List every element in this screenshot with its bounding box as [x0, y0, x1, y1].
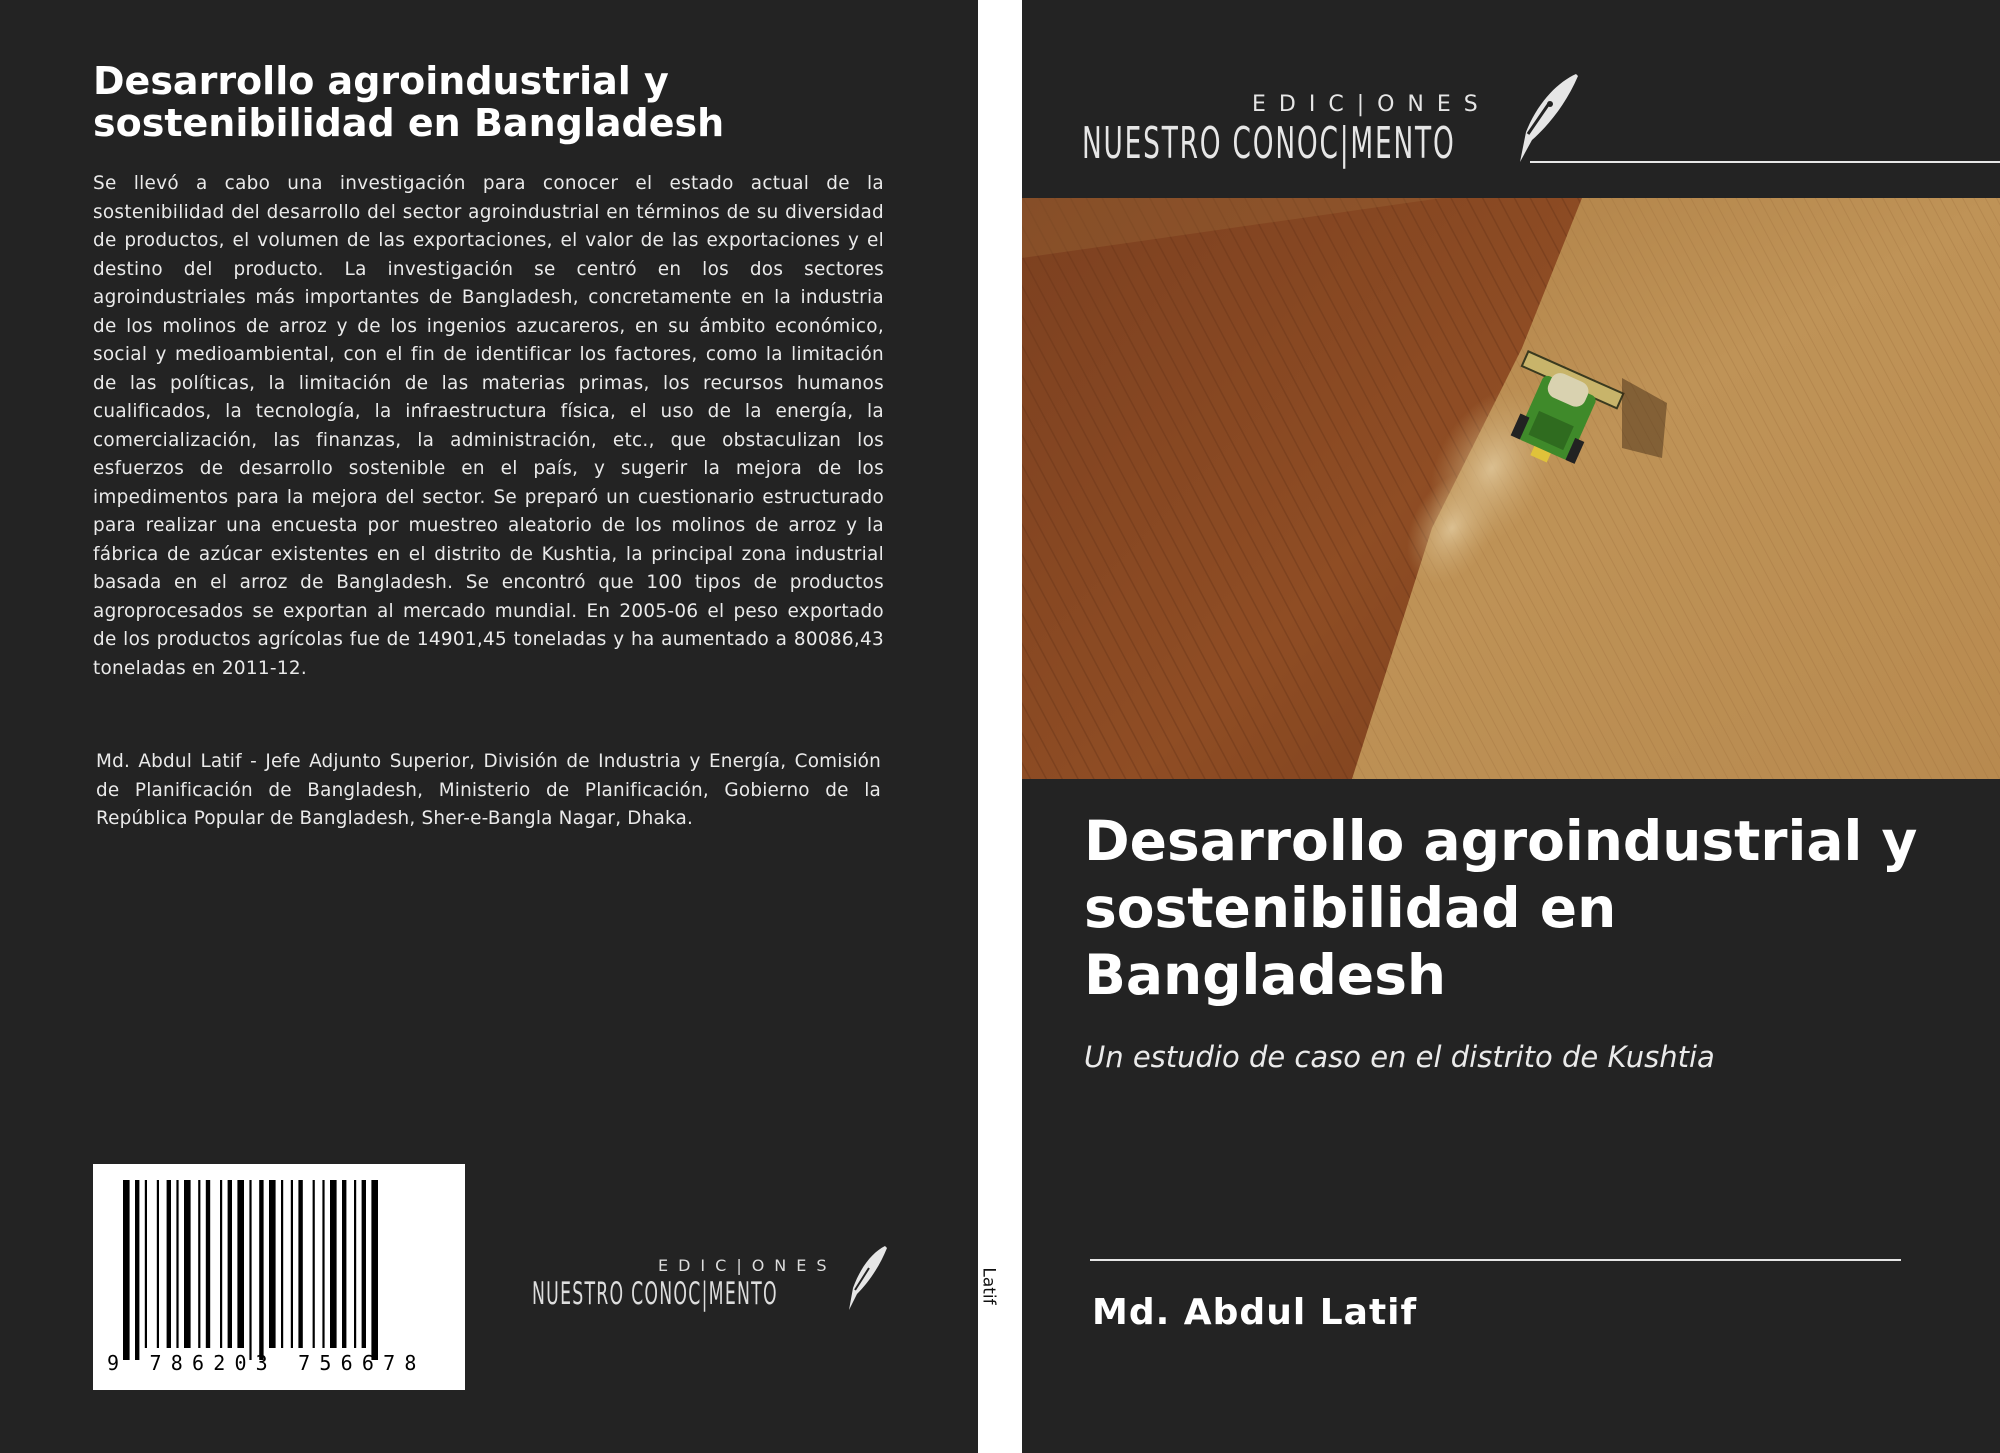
fountain-pen-icon — [847, 1244, 889, 1314]
front-cover-title: Desarrollo agroindustrial y sostenibilidad en Bangladesh — [1084, 809, 1918, 1007]
back-cover-abstract: Se llevó a cabo una investigación para conocer el estado actual de la sostenibilidad del desarrollo del sector agroindustrial en términos de su diversidad de productos, el volumen de las exportaciones, el valor de las exportaciones y el destino del producto. La investigación se centró en los dos sectores agroindustriales más importantes de Bangladesh, concretamente en la industria de los molinos de arroz y de los ingenios azucareros, en su ámbito económico, social y medioambiental, con el fin de identificar los factores, como la limitación de las políticas, la limitación de las materias primas, los recursos humanos cualificados, la tecnología, la infraestructura física, el uso de la energía, la comercialización, las finanzas, la administración, etc., que obstaculizan los esfuerzos de desarrollo sostenible en el país, y sugerir la mejora de los impedimentos para la mejora del sector. Se preparó un cuestionario estructurado para realizar una encuesta por muestreo aleatorio de los molinos de arroz y la fábrica de azúcar existentes en el distrito de Kushtia, la principal zona industrial basada en el arroz de Bangladesh. Se encontró que 100 tipos de productos agroprocesados se exportan al mercado mundial. En 2005-06 el peso exportado de los productos agrícolas fue de 14901,45 toneladas y ha aumentado a 80086,43 toneladas en 2011-12. — [93, 173, 884, 679]
publisher-rule — [1530, 161, 2000, 163]
spine-author-text: Latif — [978, 1267, 999, 1305]
publisher-logo-line1: EDIC|ONES — [658, 1256, 837, 1275]
barcode-bar — [269, 1180, 276, 1348]
barcode-bar — [198, 1180, 200, 1348]
barcode-bar — [362, 1180, 366, 1348]
author-bio: Md. Abdul Latif - Jefe Adjunto Superior, División de Industria y Energía, Comisión de Planificación de Bangladesh, Ministerio de Planificación, Gobierno de la República Popular de Bangladesh, Sher-e-Bangla Nagar, Dhaka. — [96, 751, 881, 829]
barcode-bar — [281, 1180, 283, 1348]
barcode-bar — [123, 1180, 130, 1360]
barcode-bar — [228, 1180, 232, 1348]
back-cover-title: Desarrollo agroindustrial y sostenibilidad en Bangladesh — [93, 59, 725, 145]
barcode-digits: 9 786203 756678 — [107, 1351, 426, 1375]
publisher-logo-line1: EDIC|ONES — [1252, 92, 1491, 117]
barcode-bar — [145, 1180, 147, 1348]
cover-photo — [1022, 198, 2000, 779]
publisher-logo — [1082, 70, 1582, 170]
barcode-bar — [371, 1180, 378, 1360]
publisher-logo-line2: NUESTRO CONOC|MENTO — [532, 1276, 778, 1312]
barcode-bar — [354, 1180, 356, 1348]
barcode-bar — [220, 1180, 222, 1348]
barcode-bar — [157, 1180, 159, 1348]
barcode-bar — [249, 1180, 251, 1360]
author-rule — [1090, 1259, 1901, 1261]
barcode-bar — [184, 1180, 191, 1348]
barcode-bar — [259, 1180, 263, 1360]
publisher-logo-line2: NUESTRO CONOC|MENTO — [1082, 118, 1456, 169]
spine-author — [980, 1256, 1020, 1316]
barcode-bar — [135, 1180, 139, 1360]
spine — [978, 0, 1022, 1453]
barcode-bar — [313, 1180, 315, 1348]
barcode-bar — [176, 1180, 178, 1348]
publisher-logo-small — [532, 1240, 902, 1320]
barcode-bar — [342, 1180, 346, 1348]
barcode-bar — [237, 1180, 244, 1348]
front-cover-subtitle: Un estudio de caso en el distrito de Kushtia — [1084, 1040, 1715, 1074]
barcode-bar — [291, 1180, 293, 1348]
barcode — [93, 1164, 465, 1390]
barcode-bar — [330, 1180, 337, 1348]
barcode-bar — [206, 1180, 210, 1348]
barcode-bar — [167, 1180, 171, 1348]
barcode-bar — [298, 1180, 302, 1348]
front-cover-author: Md. Abdul Latif — [1092, 1292, 1418, 1333]
combine-harvester-field-photo — [1022, 198, 2000, 779]
fountain-pen-icon — [1516, 70, 1582, 166]
barcode-bar — [322, 1180, 324, 1348]
